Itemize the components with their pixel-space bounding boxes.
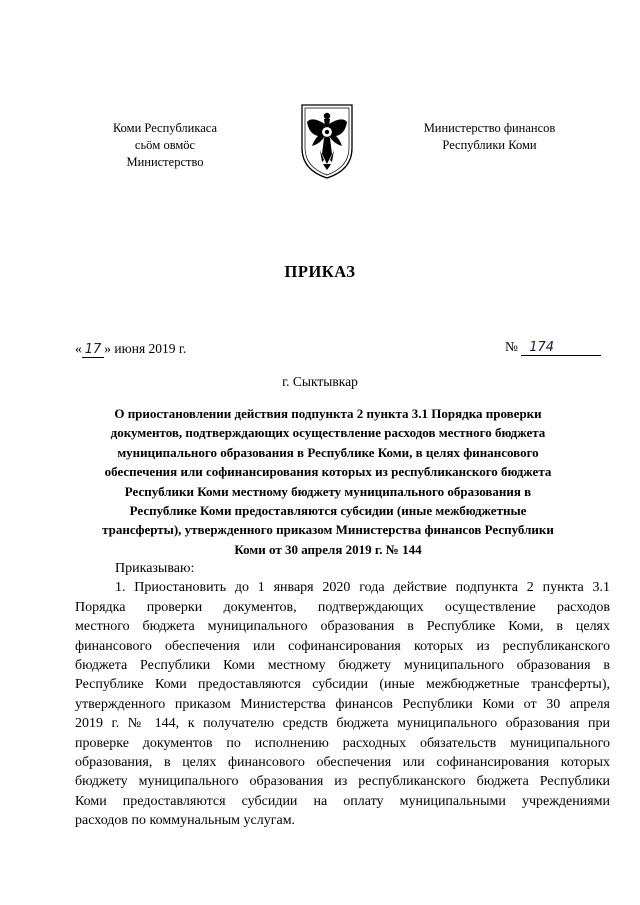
komi-coat-of-arms-icon	[298, 102, 356, 180]
order-body	[75, 559, 610, 831]
paragraph-line: образования, в целях финансового обеспечения или софинансирования которых	[75, 755, 610, 771]
title-line: Республике Коми предоставляются субсидии (иные межбюджетные	[129, 503, 527, 519]
date-open-quote: «	[75, 341, 82, 356]
number-value-handwritten: 174	[521, 340, 601, 356]
title-line: трансферты), утвержденного приказом Министерства финансов Республики	[102, 522, 554, 538]
paragraph-line: местного бюджета муниципального образования в Республике Коми, в целях	[75, 619, 610, 635]
title-line: Республики Коми местному бюджету муниципального образования в	[124, 483, 532, 499]
issuer-left-line-3: Министерство	[126, 155, 204, 169]
title-line: документов, подтверждающих осуществление расходов местного бюджета	[110, 425, 546, 441]
order-date	[75, 341, 186, 357]
paragraph-line: бюджета Республики Коми местному бюджету муниципального образования в	[75, 658, 610, 674]
paragraph-line: Порядка проверки документов, подтверждающих осуществление расходов	[75, 599, 610, 615]
order-number	[505, 339, 601, 356]
issuer-right-line-1: Министерство финансов	[423, 121, 556, 135]
paragraph-line: расходов по коммунальным услугам.	[75, 813, 296, 829]
issuer-name-komi	[100, 120, 230, 171]
issuer-name-russian	[412, 120, 567, 154]
order-title	[72, 404, 584, 559]
title-line: О приостановлении действия подпункта 2 пункта 3.1 Порядка проверки	[114, 406, 542, 421]
title-line: Коми от 30 апреля 2019 г. № 144	[234, 541, 422, 557]
paragraph-line: Коми предоставляются субсидии на оплату муниципальными учреждениями	[75, 793, 610, 809]
issuer-left-line-1: Коми Республикаса	[112, 121, 218, 135]
date-month-year: июня 2019 г.	[114, 341, 187, 356]
date-day-handwritten: 17	[82, 342, 105, 358]
number-sign: №	[505, 339, 518, 354]
issuer-right-line-2: Республики Коми	[442, 138, 537, 152]
title-line: муниципального образования в Республике Коми, в целях финансового	[117, 444, 539, 460]
paragraph-line: 2019 г. № 144, к получателю средств бюджета муниципального образования при	[75, 716, 610, 732]
document-type-heading: ПРИКАЗ	[284, 262, 356, 281]
paragraph-line: бюджету муниципального образования из республиканского бюджета Республики	[75, 774, 610, 790]
paragraph-line: Республике Коми предоставляются субсидии (иные межбюджетные трансферты),	[75, 677, 610, 693]
body-intro: Приказываю:	[115, 561, 195, 576]
paragraph-line: утвержденного приказом Министерства финансов Республики Коми от 30 апреля	[75, 696, 610, 712]
issuer-left-line-2: сьӧм овмӧс	[134, 138, 196, 152]
paragraph-line: проверке документов по исполнению расходных обязательств муниципального	[75, 735, 610, 751]
paragraph-line: 1. Приостановить до 1 января 2020 года действие подпункта 2 пункта 3.1	[115, 580, 610, 596]
paragraph-line: финансового обеспечения или софинансирования которых из республиканского	[75, 638, 610, 654]
title-line: обеспечения или софинансирования которых из республиканского бюджета	[104, 464, 552, 480]
date-close-quote: »	[104, 341, 112, 356]
place-of-issue: г. Сыктывкар	[282, 374, 358, 389]
